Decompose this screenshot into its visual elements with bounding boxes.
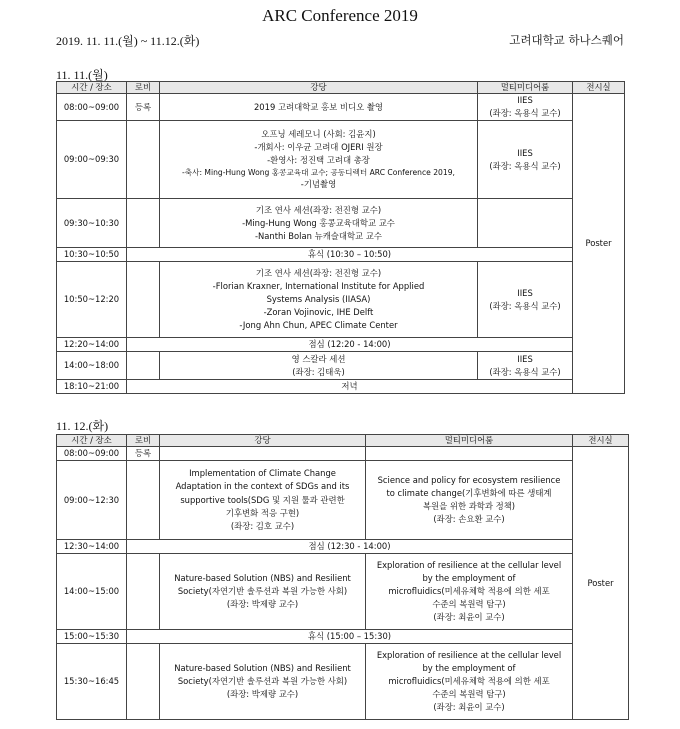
hall-line: 기조 연사 세션(좌장: 전진형 교수): [255, 204, 382, 215]
hall-line: (좌장: 박제량 교수): [226, 689, 299, 700]
mm-line: IIES: [517, 147, 533, 158]
table-row: [57, 554, 629, 630]
hall-line: Society(자연기반 솔루션과 복원 가능한 사회): [177, 676, 348, 687]
time-cell: 12:30~14:00: [57, 540, 127, 554]
break-cell: 점심 (12:30 - 14:00): [127, 540, 573, 554]
table-row: [57, 540, 629, 554]
multimedia-cell: [366, 447, 573, 461]
hall-line: Nature-based Solution (NBS) and Resilient: [174, 663, 351, 674]
mm-line: IIES: [517, 353, 533, 364]
hall-line: 오프닝 세레모니 (사회: 김윤지): [261, 128, 376, 139]
day1-schedule-table: [56, 81, 625, 394]
hall-line: -Zoran Vojinovic, IHE Delft: [263, 307, 374, 318]
mm-line: IIES: [517, 95, 533, 105]
mm-line: to climate change(기후변화에 따른 생태계: [386, 488, 552, 498]
header-hall: 강당: [160, 82, 478, 94]
header-exhibit: 전시실: [573, 435, 629, 447]
lobby-cell: [127, 352, 160, 380]
lobby-cell: [127, 554, 160, 630]
hall-line: -개회사: 이우균 고려대 OJERI 원장: [254, 141, 383, 152]
break-cell: 점심 (12:20 - 14:00): [127, 338, 573, 352]
lobby-cell: [127, 644, 160, 720]
time-cell: 10:50~12:20: [57, 262, 127, 338]
hall-line: Nature-based Solution (NBS) and Resilient: [174, 573, 351, 583]
mm-line: (좌장: 옥용식 교수): [489, 160, 561, 171]
multimedia-cell: [478, 94, 573, 121]
table-row: [57, 94, 625, 121]
hall-cell: [160, 447, 366, 461]
table-header-row: [57, 82, 625, 94]
mm-line: (좌장: 최윤이 교수): [433, 702, 505, 713]
hall-cell: [160, 262, 478, 338]
lobby-cell: 등록: [127, 447, 160, 461]
table-row: [57, 380, 625, 394]
hall-line: -Ming-Hung Wong 홍콩교육대학교 교수: [242, 217, 395, 228]
break-cell: 휴식 (15:00 – 15:30): [127, 630, 573, 644]
mm-line: microfluidics(미세유체학 적용에 의한 세포: [388, 676, 550, 687]
mm-line: (좌장: 옥용식 교수): [489, 366, 561, 377]
table-row: [57, 644, 629, 720]
mm-line: Exploration of resilience at the cellular level: [376, 559, 562, 570]
lobby-cell: [127, 461, 160, 540]
hall-line: (좌장: 김태욱): [292, 366, 345, 377]
multimedia-cell: [366, 644, 573, 720]
mm-line: by the employment of: [422, 573, 516, 583]
break-cell: 휴식 (10:30 – 10:50): [127, 248, 573, 262]
header-multimedia: 멀티미디어룸: [478, 82, 573, 94]
exhibit-cell: Poster: [573, 94, 625, 394]
mm-line: 복원을 위한 과학과 정책): [422, 501, 516, 512]
hall-cell: [160, 94, 478, 121]
mm-line: IIES: [517, 287, 533, 298]
hall-line: -기념촬영: [300, 179, 337, 190]
table-row: [57, 352, 625, 380]
mm-line: (좌장: 손요환 교수): [433, 514, 505, 525]
table-row: [57, 121, 625, 199]
hall-line: Systems Analysis (IIASA): [266, 294, 371, 305]
hall-line: -Jong Ahn Chun, APEC Climate Center: [239, 320, 398, 331]
time-cell: 09:00~12:30: [57, 461, 127, 540]
table-row: [57, 199, 625, 248]
table-row: [57, 262, 625, 338]
mm-line: (좌장: 옥용식 교수): [489, 300, 561, 311]
time-cell: 15:00~15:30: [57, 630, 127, 644]
time-cell: 15:30~16:45: [57, 644, 127, 720]
lobby-cell: [127, 199, 160, 248]
header-lobby: 로비: [127, 82, 160, 94]
mm-line: (좌장: 최윤이 교수): [433, 612, 505, 623]
multimedia-cell: [366, 554, 573, 630]
time-cell: 08:00~09:00: [57, 447, 127, 461]
lobby-cell: 등록: [127, 94, 160, 121]
subtitle-line: [56, 32, 624, 48]
table-row: [57, 461, 629, 540]
table-header-row: [57, 435, 629, 447]
hall-line: -환영사: 정진택 고려대 총장: [267, 154, 370, 165]
multimedia-cell: [366, 461, 573, 540]
mm-line: 수준의 복원력 탐구): [432, 599, 506, 610]
mm-line: (좌장: 옥용식 교수): [489, 108, 561, 119]
break-cell: 저녁: [127, 380, 573, 394]
hall-cell: [160, 121, 478, 199]
exhibit-cell: Poster: [573, 447, 629, 720]
header-time: 시간 / 장소: [57, 82, 127, 94]
hall-cell: [160, 352, 478, 380]
time-cell: 14:00~18:00: [57, 352, 127, 380]
time-cell: 09:30~10:30: [57, 199, 127, 248]
day2-schedule-table: [56, 434, 629, 720]
hall-cell: [160, 554, 366, 630]
time-cell: 12:20~14:00: [57, 338, 127, 352]
hall-line: (좌장: 박제량 교수): [226, 599, 299, 610]
time-cell: 14:00~15:00: [57, 554, 127, 630]
mm-line: microfluidics(미세유체학 적용에 의한 세포: [388, 586, 550, 597]
header-lobby: 로비: [127, 435, 160, 447]
multimedia-cell: [478, 262, 573, 338]
lobby-cell: [127, 121, 160, 199]
day2-label: 11. 12.(화): [56, 419, 109, 433]
hall-line: -Florian Kraxner, International Institute for Applied: [212, 281, 425, 292]
venue: 고려대학교 하나스퀘어: [509, 33, 624, 47]
time-cell: 10:30~10:50: [57, 248, 127, 262]
multimedia-cell: [478, 199, 573, 248]
lobby-cell: [127, 262, 160, 338]
mm-line: by the employment of: [422, 663, 516, 674]
page-title: ARC Conference 2019: [262, 6, 418, 25]
hall-line: Society(자연기반 솔루션과 복원 가능한 사회): [177, 586, 348, 597]
hall-line: (좌장: 김호 교수): [230, 520, 295, 531]
mm-line: Science and policy for ecosystem resilience: [377, 474, 561, 485]
hall-line: Implementation of Climate Change: [189, 468, 336, 479]
header-time: 시간 / 장소: [57, 435, 127, 447]
day1-label: 11. 11.(월): [56, 68, 108, 82]
table-row: [57, 447, 629, 461]
header-hall: 강당: [160, 435, 366, 447]
hall-line: 2019 고려대학교 홍보 비디오 촬영: [253, 101, 384, 112]
hall-line: supportive tools(SDG 및 지원 툴과 관련한: [180, 494, 345, 505]
table-row: [57, 630, 629, 644]
mm-line: 수준의 복원력 탐구): [432, 689, 506, 700]
table-row: [57, 338, 625, 352]
mm-line: Exploration of resilience at the cellular level: [376, 650, 562, 660]
multimedia-cell: [478, 121, 573, 199]
hall-cell: [160, 461, 366, 540]
hall-line: -Nanthi Bolan 뉴캐슬대학교 교수: [255, 230, 382, 241]
header-multimedia: 멀티미디어룸: [366, 435, 573, 447]
time-cell: 08:00~09:00: [57, 94, 127, 121]
table-row: [57, 248, 625, 262]
hall-line: 기조 연사 세션(좌장: 전진형 교수): [255, 268, 382, 278]
multimedia-cell: [478, 352, 573, 380]
hall-cell: [160, 644, 366, 720]
hall-line: Adaptation in the context of SDGs and its: [175, 481, 350, 492]
hall-line: 영 스칼라 세션: [291, 353, 346, 364]
header-exhibit: 전시실: [573, 82, 625, 94]
date-range: 2019. 11. 11.(월) ~ 11.12.(화): [56, 34, 200, 48]
time-cell: 09:00~09:30: [57, 121, 127, 199]
hall-line: -축사: Ming-Hung Wong 홍콩교육대 교수; 공동디렉터 ARC Conference 2019,: [182, 167, 455, 177]
hall-line: 기후변화 적응 구현): [225, 507, 300, 518]
hall-cell: [160, 199, 478, 248]
time-cell: 18:10~21:00: [57, 380, 127, 394]
